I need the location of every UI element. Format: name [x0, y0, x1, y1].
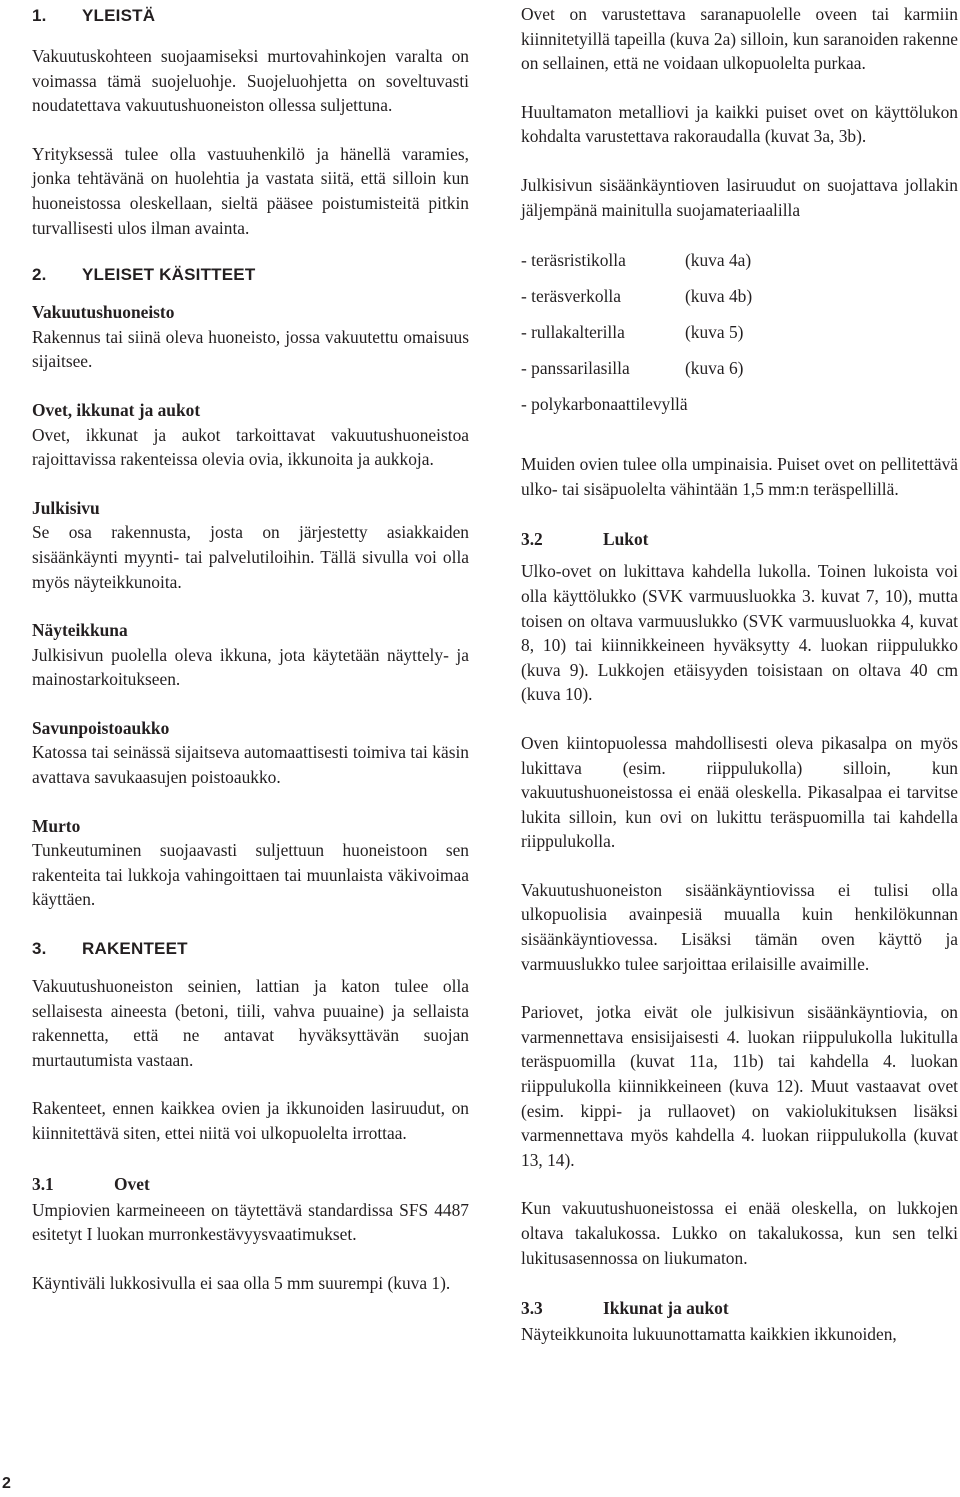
- section-number: 1.: [32, 6, 47, 25]
- list-item-ref: (kuva 4b): [685, 286, 753, 307]
- list-item: [521, 392, 958, 416]
- subsection-number: 3.3: [521, 1298, 543, 1319]
- list-item-label: - panssarilasilla: [521, 358, 630, 379]
- definition-term: Vakuutushuoneisto: [32, 302, 175, 323]
- list-item-label: - teräsverkolla: [521, 286, 621, 307]
- list-item: [521, 284, 958, 308]
- definition-term: Ovet, ikkunat ja aukot: [32, 399, 201, 420]
- list-item-ref: (kuva 5): [685, 322, 744, 343]
- subsection-3-2-heading: [521, 527, 958, 551]
- paragraph: Pariovet, jotka eivät ole julkisivun sisäänkäyntiovia, on varmennettava ensisijaisesti 4. luokan riippulukolla lukitulla teräspuomilla (kuvat 11a, 11b) tai kahdella 4. luokan riippulukolla kiinnikkeineen (kuva 12). Muut vastaavat ovet (esim. kippi- ja rullaovet) on vakiolukituksen lisäksi varmennettava myös kahdella 4. luokan riippulukolla (kuvat 13, 14).: [521, 1002, 958, 1170]
- list-item-label: - rullakalterilla: [521, 322, 625, 343]
- definition-item: [32, 618, 469, 692]
- definition-term: Murto: [32, 815, 81, 836]
- paragraph: Yrityksessä tulee olla vastuuhenkilö ja hänellä varamies, jonka tehtävänä on huolehtia ja vastata siitä, että silloin kun huoneistossa oleskellaan, sieltä pääsee poistumisteitä pitkin turvallisesti ulos ilman avainta.: [32, 143, 469, 238]
- definition-text: Se osa rakennusta, josta on järjestetty asiakkaiden sisäänkäynti myynti- tai palvelutiloihin. Tällä sivulla voi olla myös näyteikkunoita.: [32, 522, 469, 592]
- paragraph: Vakuutuskohteen suojaamiseksi murtovahinkojen varalta on voimassa tämä suojeluohje. Suojeluohjetta on soveltuvasti noudatettava vakuutushuoneiston ollessa suljettuna.: [32, 46, 469, 116]
- subsection-title: Ikkunat ja aukot: [603, 1298, 729, 1319]
- section-title: YLEISET KÄSITTEET: [82, 265, 256, 285]
- definition-text: Ovet, ikkunat ja aukot tarkoittavat vakuutushuoneistoa rajoittavissa rakenteissa olevia ovia, ikkunoita ja aukkoja.: [32, 424, 469, 470]
- section-title: YLEISTÄ: [82, 6, 156, 25]
- list-item-label: - teräsristikolla: [521, 250, 626, 271]
- paragraph: Ulko-ovet on lukittava kahdella lukolla. Toinen lukoista voi olla käyttölukko (SVK varmuusluokka 3. kuvat 7, 10), mutta toisen on oltava varmuuslukko (SVK varmuusluokka 4, kuvat 8, 10) tai kiinnikkeineen hyväksytty 4. luokan riippulukko (kuva 9). Lukkojen etäisyyden toisistaan on oltava 40 cm (kuva 10).: [521, 561, 958, 705]
- list-item-ref: (kuva 6): [685, 358, 744, 379]
- list-item-label: - polykarbonaattilevyllä: [521, 394, 688, 415]
- section-title: RAKENTEET: [82, 939, 188, 959]
- subsection-3-3-heading: [521, 1296, 958, 1320]
- section-3-heading: [32, 938, 469, 960]
- definition-item: [32, 300, 469, 374]
- material-list: [521, 248, 958, 416]
- subsection-3-1-heading: [32, 1172, 469, 1196]
- list-item: [521, 248, 958, 272]
- paragraph: Kun vakuutushuoneistossa ei enää oleskella, on lukkojen oltava takalukossa. Lukko on takalukossa, kun sen telki lukitusasennossa on liukumaton.: [521, 1198, 958, 1268]
- paragraph: Oven kiintopuolessa mahdollisesti oleva pikasalpa on myös lukittava (esim. riippulukolla) silloin, kun vakuutushuoneistossa ei enää oleskella. Pikasalpaa ei tarvitse lukita silloin, kun ovi on lukittu teräspuomilla tai kahdella riippulukolla.: [521, 732, 958, 852]
- subsection-number: 3.1: [32, 1173, 54, 1194]
- definition-text: Rakennus tai siinä oleva huoneisto, jossa vakuutettu omaisuus sijaitsee.: [32, 326, 469, 372]
- paragraph: Vakuutushuoneiston sisäänkäyntiovissa ei tulisi olla ulkopuolisia avainpesiä muualla kuin henkilökunnan sisäänkäyntiovessa. Lisäksi tämän oven käyttö ja varmuuslukko tulee sarjoittaa erilaisille avaimille.: [521, 879, 958, 974]
- paragraph: Näyteikkunoita lukuunottamatta kaikkien ikkunoiden,: [521, 1324, 897, 1345]
- definition-item: [32, 496, 469, 594]
- right-column: [521, 0, 958, 1347]
- paragraph: Ovet on varustettava saranapuolelle oveen tai karmiin kiinnitetyillä tapeilla (kuva 2a) silloin, kun saranoiden rakenne on sellainen, että ne voidaan ulkopuolelta purkaa.: [521, 4, 958, 74]
- subsection-title: Ovet: [114, 1173, 150, 1194]
- section-1-heading: [32, 5, 469, 27]
- definition-text: Katossa tai seinässä sijaitseva automaattisesti toimiva tai käsin avattava savukaasujen poistoaukko.: [32, 742, 469, 788]
- paragraph: Julkisivun sisäänkäyntioven lasiruudut on suojattava jollakin jäljempänä mainitulla suojamateriaalilla: [521, 174, 958, 220]
- list-item-ref: (kuva 4a): [685, 250, 752, 271]
- paragraph: Huultamaton metalliovi ja kaikki puiset ovet on käyttölukon kohdalta varustettava rakoraudalla (kuvat 3a, 3b).: [521, 101, 958, 147]
- definition-item: [32, 716, 469, 790]
- section-number: 2.: [32, 265, 47, 285]
- subsection-number: 3.2: [521, 529, 543, 550]
- section-2-heading: [32, 264, 469, 286]
- definition-item: [32, 398, 469, 472]
- left-column: [32, 0, 469, 1295]
- definition-item: [32, 814, 469, 912]
- list-item: [521, 320, 958, 344]
- definition-text: Julkisivun puolella oleva ikkuna, jota käytetään näyttely- ja mainostarkoitukseen.: [32, 644, 469, 690]
- definition-text: Tunkeutuminen suojaavasti suljettuun huoneistoon sen rakenteita tai lukkoja vahingoittaen tai muunlaista väkivoimaa käyttäen.: [32, 840, 469, 910]
- list-item: [521, 356, 958, 380]
- paragraph: Vakuutushuoneiston seinien, lattian ja katon tulee olla sellaisesta aineesta (betoni, tiili, vahva puuaine) ja sellaista rakennetta, että ne antavat hyväksyttävän suojan murtautumista vastaan.: [32, 976, 469, 1070]
- page-number: 2: [2, 1475, 11, 1492]
- definition-term: Näyteikkuna: [32, 620, 128, 641]
- definition-term: Julkisivu: [32, 497, 100, 518]
- paragraph: Rakenteet, ennen kaikkea ovien ja ikkunoiden lasiruudut, on kiinnitettävä siten, ettei niitä voi ulkopuolelta irrottaa.: [32, 1098, 469, 1143]
- definition-term: Savunpoistoaukko: [32, 717, 170, 738]
- subsection-title: Lukot: [603, 529, 649, 550]
- paragraph: Käyntiväli lukkosivulla ei saa olla 5 mm suurempi (kuva 1).: [32, 1272, 451, 1293]
- paragraph: Muiden ovien tulee olla umpinaisia. Puiset ovet on pellitettävä ulko- tai sisäpuolelta vähintään 1,5 mm:n teräspellillä.: [521, 454, 958, 499]
- section-number: 3.: [32, 939, 47, 959]
- paragraph: Umpiovien karmeineeen on täytettävä standardissa SFS 4487 esitetyt I luokan murronkestävyysvaatimukset.: [32, 1199, 469, 1245]
